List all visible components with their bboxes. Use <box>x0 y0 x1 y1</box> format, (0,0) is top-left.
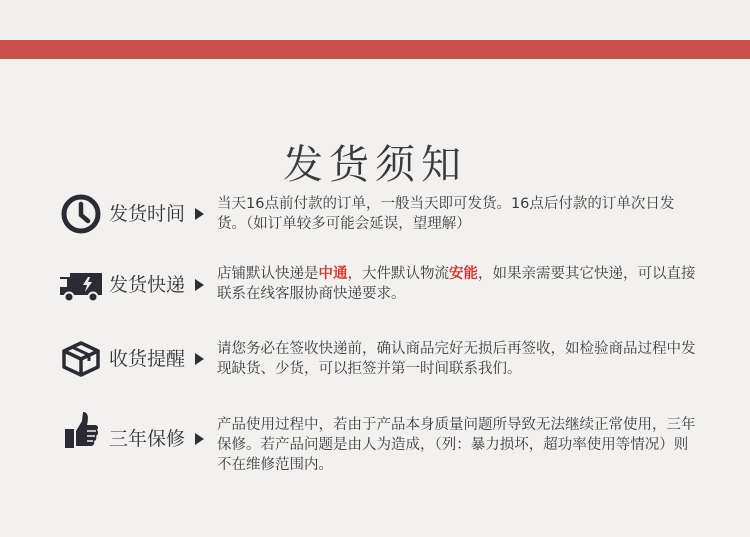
highlight-logistics: 安能 <box>449 266 478 282</box>
section-label: 三年保修 <box>109 428 186 450</box>
clock-icon <box>58 191 104 237</box>
caret-right-icon <box>195 353 204 365</box>
section-label: 收货提醒 <box>109 348 186 370</box>
section-text: 请您务必在签收快递前，确认商品完好无损后再签收，如检验商品过程中发现缺货、少货，可以拒签并第一时间联系我们。 <box>217 341 696 377</box>
thumbs-up-icon <box>58 407 104 453</box>
page-title: 发货须知 <box>283 141 467 188</box>
section-label: 发货快递 <box>109 274 186 296</box>
highlight-courier: 中通 <box>318 266 348 282</box>
accent-bar <box>0 40 750 59</box>
text-part: ，如果亲需要其它快递，可以直接联系在线客服协商快递要求。 <box>217 266 696 302</box>
top-band <box>0 0 750 40</box>
section-text <box>217 264 697 304</box>
section-label: 发货时间 <box>109 203 186 225</box>
section-text: 当天16点前付款的订单，一般当天即可发货。16点后付款的订单次日发货。（如订单较多可能会延误，望理解） <box>217 196 675 232</box>
section-receipt <box>0 335 750 395</box>
truck-icon <box>58 262 104 308</box>
text-part: 店铺默认快递是 <box>217 266 319 282</box>
caret-right-icon <box>195 208 204 220</box>
section-warranty <box>0 405 750 473</box>
caret-right-icon <box>195 433 204 445</box>
box-icon <box>58 335 104 381</box>
section-text: 产品使用过程中，若由于产品本身质量问题所导致无法继续正常使用，三年保修。若产品问题是由人为造成，（列：暴力损坏，超功率使用等情况）则不在维修范围内。 <box>217 417 696 473</box>
section-courier <box>0 262 750 322</box>
caret-right-icon <box>195 279 204 291</box>
text-part: ，大件默认物流 <box>347 266 449 282</box>
section-shipping-time <box>0 190 750 250</box>
